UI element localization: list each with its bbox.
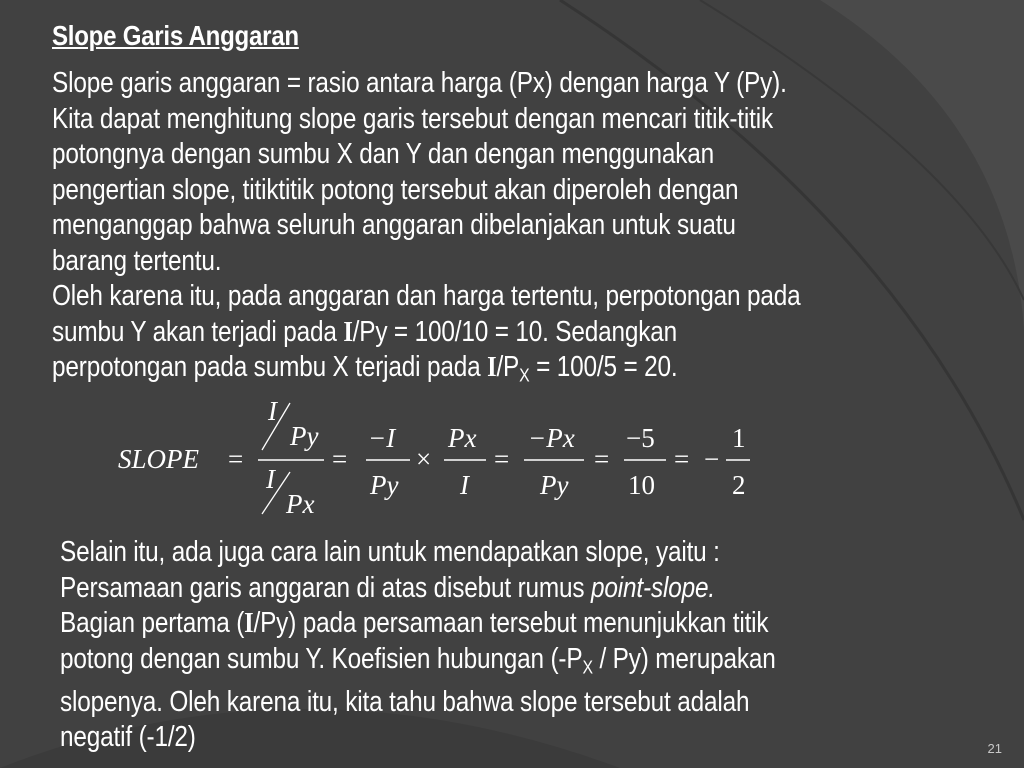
text-line <box>52 315 993 351</box>
formula-negI: −I <box>368 423 396 453</box>
formula-equals: = <box>674 444 690 474</box>
income-symbol: I <box>487 351 497 383</box>
text-segment: /P <box>496 351 520 383</box>
intro-paragraph <box>52 66 993 393</box>
text-line: potongnya dengan sumbu X dan Y dan dengan menggunakan <box>52 138 715 170</box>
text-segment: potong dengan sumbu Y. Koefisien hubungan (-P <box>60 642 583 675</box>
text-line: slopenya. Oleh karena itu, kita tahu bahwa slope tersebut adalah <box>60 685 750 718</box>
formula-Py: Py <box>370 470 399 500</box>
formula-ten: 10 <box>628 470 655 500</box>
text-segment: = 100/5 = 20. <box>529 351 678 383</box>
text-line <box>60 606 984 642</box>
formula-times: × <box>416 444 432 474</box>
text-line: Kita dapat menghitung slope garis tersebut dengan mencari titik-titik <box>52 102 773 135</box>
slide-title: Slope Garis Anggaran <box>52 20 299 51</box>
text-line <box>60 642 984 685</box>
text-line: barang tertentu. <box>52 244 222 277</box>
italic-term: point-slope. <box>591 571 715 604</box>
text-segment: /Py) pada persamaan tersebut menunjukkan titik <box>253 607 769 639</box>
text-line <box>60 571 984 607</box>
formula-equals: = <box>228 444 244 474</box>
text-line: Oleh karena itu, pada anggaran dan harga tertentu, perpotongan pada <box>52 280 801 312</box>
formula-one: 1 <box>732 423 746 453</box>
text-line <box>52 350 993 393</box>
formula-Py-top: Py <box>290 421 319 451</box>
text-segment: perpotongan pada sumbu X terjadi pada <box>52 351 488 383</box>
text-line: Selain itu, ada juga cara lain untuk mendapatkan slope, yaitu : <box>60 536 720 568</box>
formula-equals: = <box>594 444 610 474</box>
formula-I: I <box>460 470 469 500</box>
formula-lhs: SLOPE <box>118 444 199 474</box>
formula-negPx: −Px <box>528 423 575 453</box>
page-number: 21 <box>987 741 1002 756</box>
text-segment: / Py) merupakan <box>592 642 776 675</box>
text-segment: sumbu Y akan terjadi pada <box>52 315 344 348</box>
text-segment: /Py = 100/10 = 10. Sedangkan <box>352 315 678 348</box>
formula-I-bottom: I <box>266 464 275 494</box>
formula-neg5: −5 <box>626 423 655 453</box>
text-line: pengertian slope, titiktitik potong tersebut akan diperoleh dengan <box>52 173 739 206</box>
income-symbol: I <box>343 315 353 348</box>
formula-equals: = <box>332 444 348 474</box>
formula-Px-bottom: Px <box>286 489 315 519</box>
text-line: Slope garis anggaran = rasio antara harga (Px) dengan harga Y (Py). <box>52 67 787 99</box>
subscript: X <box>582 656 593 678</box>
text-segment: Persamaan garis anggaran di atas disebut rumus <box>60 571 592 604</box>
formula-Px: Px <box>448 423 477 453</box>
slope-formula <box>110 398 770 524</box>
formula-I-top: I <box>268 398 277 426</box>
formula-two: 2 <box>732 470 746 500</box>
formula-minus: − <box>704 444 720 474</box>
text-line: negatif (-1/2) <box>60 721 196 754</box>
text-line: menganggap bahwa seluruh anggaran dibelanjakan untuk suatu <box>52 209 736 241</box>
formula-equals: = <box>494 444 510 474</box>
income-symbol: I <box>244 607 254 639</box>
text-segment: Bagian pertama ( <box>60 607 245 639</box>
second-paragraph <box>60 535 984 756</box>
subscript: X <box>519 364 530 386</box>
formula-Py: Py <box>540 470 569 500</box>
